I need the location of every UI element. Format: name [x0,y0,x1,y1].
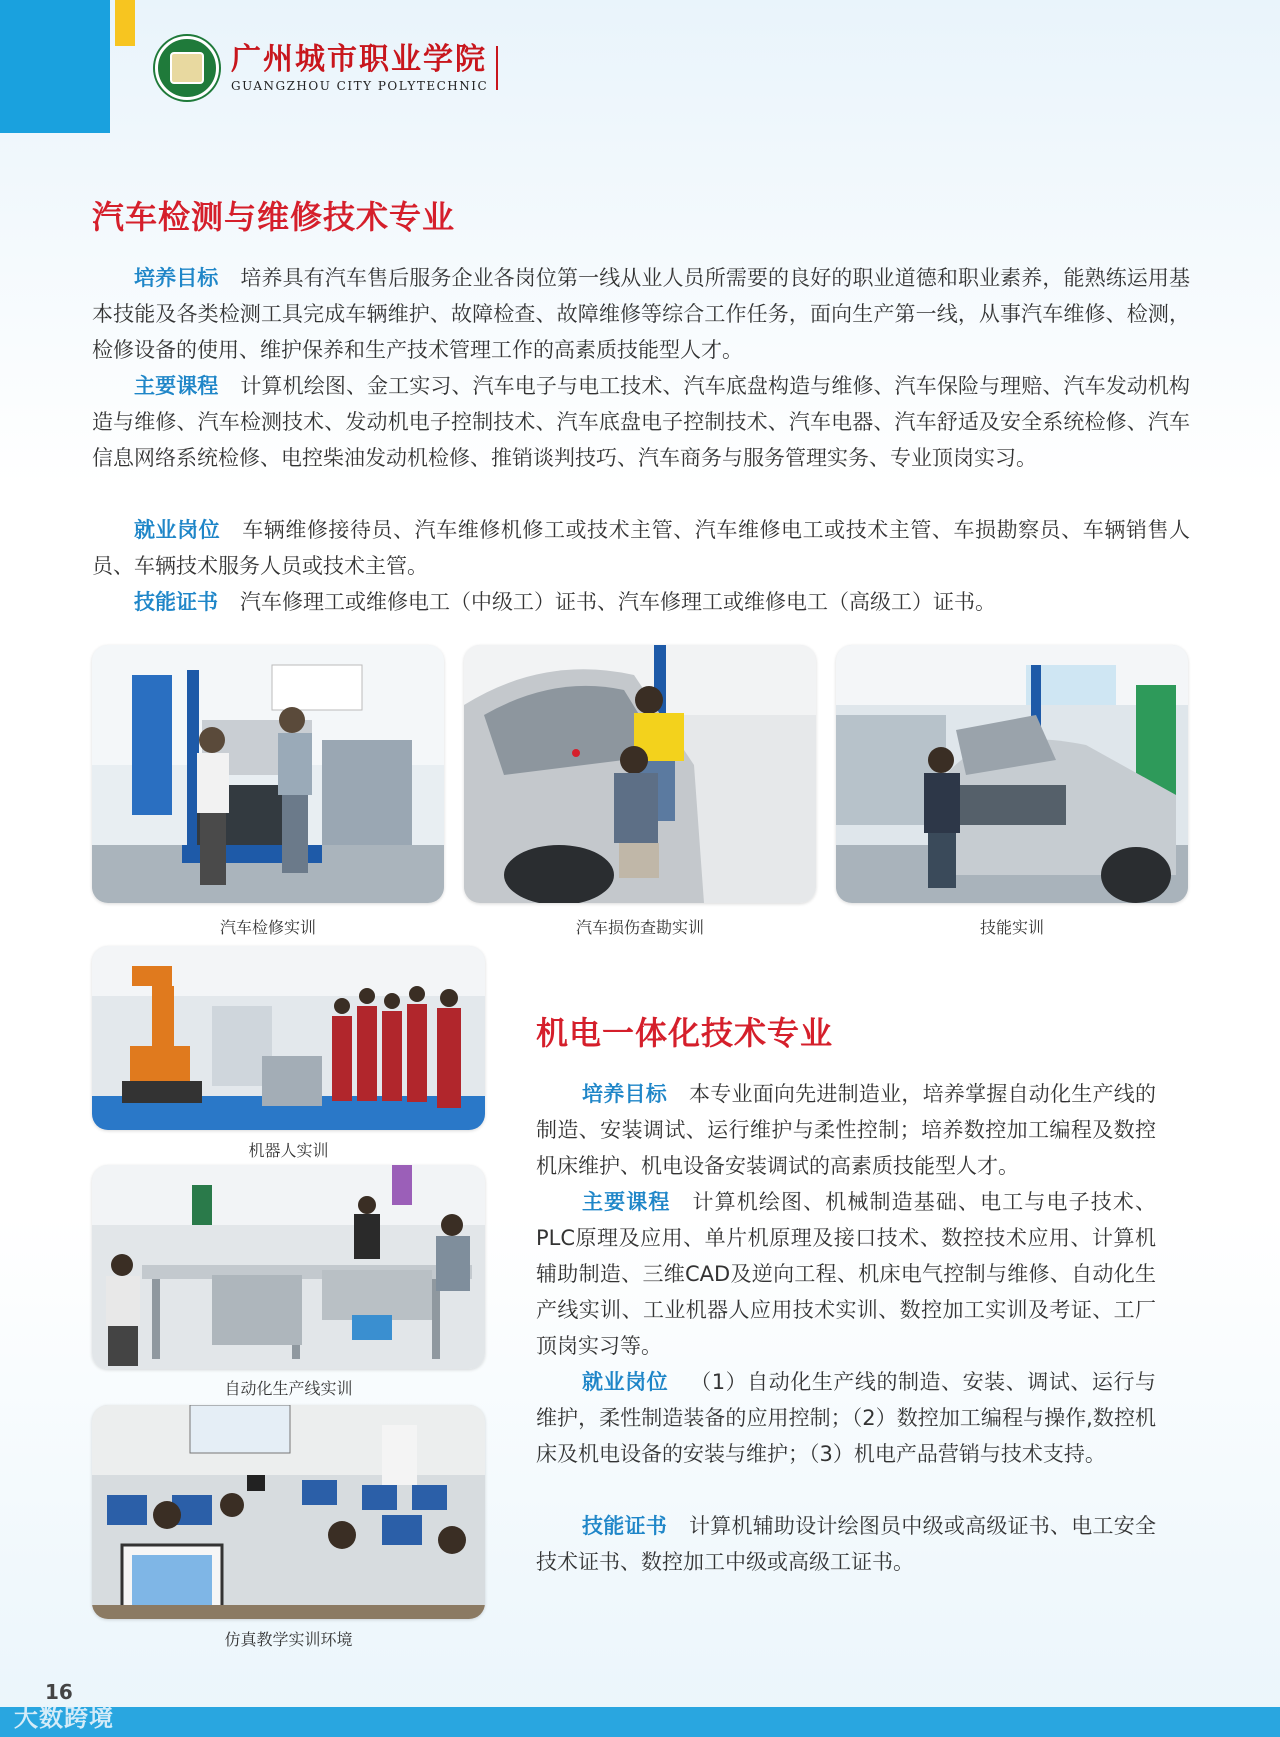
mech-course-paragraph [536,1184,1156,1364]
watermark: 大数跨境 [14,1704,114,1732]
photo-caption: 机器人实训 [248,1141,329,1160]
auto-course-paragraph [92,368,1190,476]
auto-goal-label: 培养目标 [134,266,219,290]
mech-course-text: 计算机绘图、机械制造基础、电工与电子技术、PLC原理及应用、单片机原理及接口技术、数控技术应用、计算机辅助制造、三维CAD及逆向工程、机床电气控制与维修、自动化生产线实训、工业机器人应用技术实训、数控加工实训及考证、工厂顶岗实习等。 [536,1190,1156,1358]
auto-cert-text: 汽车修理工或维修电工（中级工）证书、汽车修理工或维修电工（高级工）证书。 [240,590,996,614]
mech-job-label: 就业岗位 [582,1370,669,1394]
mech-cert-text: 计算机辅助设计绘图员中级或高级证书、电工安全技术证书、数控加工中级或高级工证书。 [536,1514,1157,1574]
footer-bar [0,1707,1280,1737]
auto-job-text: 车辆维修接待员、汽车维修机修工或技术主管、汽车维修电工或技术主管、车损勘察员、车辆销售人员、车辆技术服务人员或技术主管。 [92,518,1191,578]
robot-photo [92,946,485,1130]
production-line-photo [92,1165,485,1369]
car-repair-photo [92,645,444,903]
mech-cert-label: 技能证书 [582,1514,667,1538]
photo-caption: 技能实训 [979,918,1044,937]
skill-training-photo [836,645,1188,903]
photo-caption: 汽车检修实训 [219,918,316,937]
signature-mark-icon [496,46,512,90]
school-name-en: GUANGZHOU CITY POLYTECHNIC [231,79,489,93]
mech-goal-label: 培养目标 [582,1082,667,1106]
corner-decoration-yellow [115,0,135,46]
school-seal-icon [155,36,219,100]
auto-goal-paragraph [92,260,1190,368]
car-damage-photo [464,645,816,903]
school-name-cn: 广州城市职业学院 [231,42,487,77]
auto-cert-label: 技能证书 [134,590,218,614]
mech-goal-text: 本专业面向先进制造业，培养掌握自动化生产线的制造、安装调试、运行维护与柔性控制；培养数控加工编程及数控机床维护、机电设备安装调试的高素质技能型人才。 [536,1082,1157,1178]
auto-cert-paragraph [92,584,1190,620]
corner-decoration-blue [0,0,110,133]
mech-goal-paragraph [536,1076,1156,1184]
auto-course-text: 计算机绘图、金工实习、汽车电子与电工技术、汽车底盘构造与维修、汽车保险与理赔、汽车发动机构造与维修、汽车检测技术、发动机电子控制技术、汽车底盘电子控制技术、汽车电器、汽车舒适及安全系统检修、汽车信息网络系统检修、电控柴油发动机检修、推销谈判技巧、汽车商务与服务管理实务、专业顶岗实习。 [92,374,1191,470]
auto-job-paragraph [92,512,1190,584]
auto-job-label: 就业岗位 [134,518,221,542]
mech-job-text: （1）自动化生产线的制造、安装、调试、运行与维护，柔性制造装备的应用控制；（2）数控加工编程与操作,数控机床及机电设备的安装与维护；（3）机电产品营销与技术支持。 [536,1370,1157,1466]
auto-goal-text: 培养具有汽车售后服务企业各岗位第一线从业人员所需要的良好的职业道德和职业素养，能熟练运用基本技能及各类检测工具完成车辆维护、故障检查、故障维修等综合工作任务，面向生产第一线，从事汽车维修、检测，检修设备的使用、维护保养和生产技术管理工作的高素质技能型人才。 [92,266,1191,362]
photo-caption: 仿真教学实训环境 [224,1630,353,1649]
school-logo [155,36,512,100]
mech-course-label: 主要课程 [582,1190,671,1214]
page-number: 16 [45,1680,73,1704]
photo-caption: 汽车损伤查勘实训 [575,918,704,937]
section-title-auto: 汽车检测与维修技术专业 [92,198,456,236]
section-title-mechatronics: 机电一体化技术专业 [536,1014,834,1052]
auto-course-label: 主要课程 [134,374,219,398]
mech-job-paragraph [536,1364,1156,1472]
mech-cert-paragraph [536,1508,1156,1580]
simulation-lab-photo [92,1405,485,1619]
photo-caption: 自动化生产线实训 [224,1379,353,1398]
